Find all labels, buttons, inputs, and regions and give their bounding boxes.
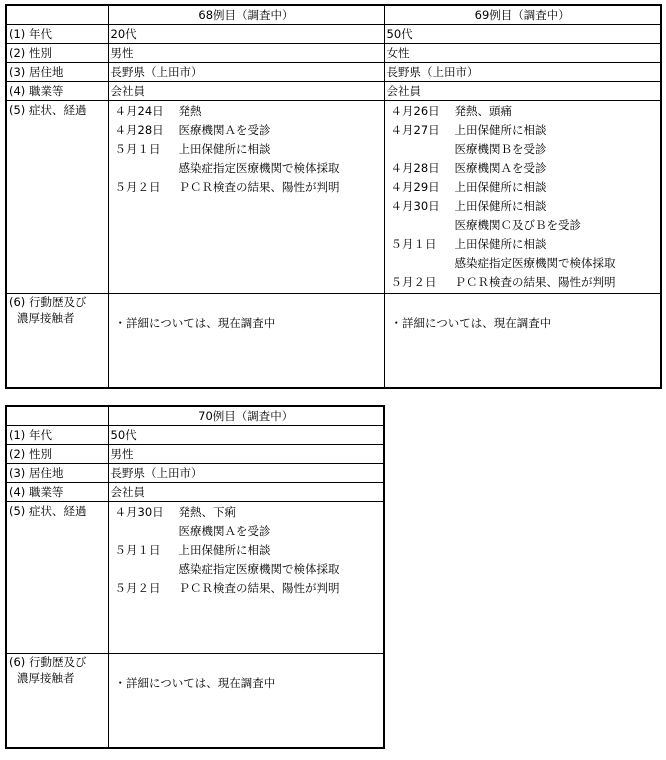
event-row bbox=[387, 139, 659, 158]
case-68-residence: 長野県（上田市） bbox=[108, 63, 384, 82]
event-date: ４月26日 bbox=[390, 103, 440, 118]
event-row bbox=[111, 177, 382, 196]
event-row bbox=[111, 502, 382, 521]
residence-label: (3) 居住地 bbox=[6, 464, 108, 483]
case-68-age: 20代 bbox=[108, 25, 384, 44]
event-date: ４月29日 bbox=[390, 179, 440, 194]
age-row bbox=[6, 426, 384, 445]
case-table-68-69 bbox=[5, 4, 662, 389]
age-row bbox=[6, 25, 661, 44]
event-row bbox=[387, 101, 659, 120]
behavior-row bbox=[6, 654, 384, 748]
case-69-title: 69例目（調査中） bbox=[384, 5, 661, 25]
event-row bbox=[387, 196, 659, 215]
event-row bbox=[387, 253, 659, 272]
event-text: 発熱、頭痛 bbox=[454, 103, 512, 118]
event-date: ４月27日 bbox=[390, 122, 440, 137]
behavior-label bbox=[6, 654, 108, 748]
symptoms-label: (5) 症状、経過 bbox=[6, 101, 108, 294]
event-date: ４月28日 bbox=[390, 160, 440, 175]
case-70-title: 70例目（調査中） bbox=[108, 406, 384, 426]
event-text: 上田保健所に相談 bbox=[454, 179, 547, 194]
case-70-occupation: 会社員 bbox=[108, 483, 384, 502]
case-68-title: 68例目（調査中） bbox=[108, 5, 384, 25]
event-row bbox=[387, 234, 659, 253]
event-text: ＰＣＲ検査の結果、陽性が判明 bbox=[454, 274, 616, 289]
event-text: 上田保健所に相談 bbox=[178, 141, 271, 156]
event-row bbox=[387, 272, 659, 291]
event-row bbox=[111, 540, 382, 559]
behavior-label-line2: 濃厚接触者 bbox=[17, 671, 75, 685]
event-text: 発熱 bbox=[178, 103, 202, 118]
event-date: ４月24日 bbox=[114, 103, 164, 118]
event-text: 医療機関Ａを受診 bbox=[454, 160, 547, 175]
case-70-events bbox=[108, 502, 384, 654]
occupation-label: (4) 職業等 bbox=[6, 483, 108, 502]
event-date: ５月２日 bbox=[114, 580, 161, 595]
event-date: ５月１日 bbox=[114, 542, 161, 557]
case-69-sex: 女性 bbox=[384, 44, 661, 63]
event-text: 医療機関Ａを受診 bbox=[178, 523, 271, 538]
behavior-text: ・詳細については、現在調査中 bbox=[390, 316, 552, 330]
residence-row bbox=[6, 464, 384, 483]
event-row bbox=[111, 158, 382, 177]
age-label: (1) 年代 bbox=[6, 426, 108, 445]
event-date: ４月30日 bbox=[390, 198, 440, 213]
case-68-occupation: 会社員 bbox=[108, 82, 384, 101]
case-70-sex: 男性 bbox=[108, 445, 384, 464]
case-68-sex: 男性 bbox=[108, 44, 384, 63]
case-68-behavior bbox=[108, 294, 384, 388]
case-68-events bbox=[108, 101, 384, 294]
behavior-label-line1: (6) 行動歴及び bbox=[9, 655, 87, 669]
event-row bbox=[111, 521, 382, 540]
event-text: 医療機関Ａを受診 bbox=[178, 122, 271, 137]
case-70-behavior bbox=[108, 654, 384, 748]
behavior-text: ・詳細については、現在調査中 bbox=[114, 316, 276, 330]
behavior-label bbox=[6, 294, 108, 388]
event-row bbox=[111, 101, 382, 120]
event-date: ５月１日 bbox=[114, 141, 161, 156]
header-row bbox=[6, 406, 384, 426]
event-row bbox=[111, 559, 382, 578]
occupation-row bbox=[6, 483, 384, 502]
case-70-residence: 長野県（上田市） bbox=[108, 464, 384, 483]
event-row bbox=[387, 120, 659, 139]
case-69-occupation: 会社員 bbox=[384, 82, 661, 101]
behavior-label-line1: (6) 行動歴及び bbox=[9, 295, 87, 309]
age-label: (1) 年代 bbox=[6, 25, 108, 44]
event-date: ４月30日 bbox=[114, 504, 164, 519]
event-text: 発熱、下痢 bbox=[178, 504, 236, 519]
event-text: 感染症指定医療機関で検体採取 bbox=[454, 255, 616, 270]
event-text: 感染症指定医療機関で検体採取 bbox=[178, 160, 340, 175]
occupation-row bbox=[6, 82, 661, 101]
event-row bbox=[387, 215, 659, 234]
header-row bbox=[6, 5, 661, 25]
residence-row bbox=[6, 63, 661, 82]
event-text: ＰＣＲ検査の結果、陽性が判明 bbox=[178, 179, 340, 194]
event-text: ＰＣＲ検査の結果、陽性が判明 bbox=[178, 580, 340, 595]
event-text: 上田保健所に相談 bbox=[454, 122, 547, 137]
symptoms-label: (5) 症状、経過 bbox=[6, 502, 108, 654]
sex-label: (2) 性別 bbox=[6, 445, 108, 464]
occupation-label: (4) 職業等 bbox=[6, 82, 108, 101]
behavior-label-line2: 濃厚接触者 bbox=[17, 311, 75, 325]
event-row bbox=[111, 120, 382, 139]
sex-row bbox=[6, 44, 661, 63]
symptoms-row bbox=[6, 502, 384, 654]
sex-label: (2) 性別 bbox=[6, 44, 108, 63]
case-69-events bbox=[384, 101, 661, 294]
case-69-behavior bbox=[384, 294, 661, 388]
event-date: ４月28日 bbox=[114, 122, 164, 137]
behavior-row bbox=[6, 294, 661, 388]
behavior-text: ・詳細については、現在調査中 bbox=[114, 676, 276, 690]
event-date: ５月１日 bbox=[390, 236, 437, 251]
case-table-70 bbox=[5, 405, 385, 749]
event-row bbox=[111, 578, 382, 597]
residence-label: (3) 居住地 bbox=[6, 63, 108, 82]
event-row bbox=[111, 139, 382, 158]
event-date: ５月２日 bbox=[390, 274, 437, 289]
header-corner bbox=[6, 406, 108, 426]
event-text: 上田保健所に相談 bbox=[454, 236, 547, 251]
sex-row bbox=[6, 445, 384, 464]
case-69-age: 50代 bbox=[384, 25, 661, 44]
event-text: 医療機関Ｂを受診 bbox=[454, 141, 547, 156]
event-row bbox=[387, 177, 659, 196]
event-text: 医療機関Ｃ及びＢを受診 bbox=[454, 217, 581, 232]
event-date: ５月２日 bbox=[114, 179, 161, 194]
symptoms-row bbox=[6, 101, 661, 294]
event-text: 上田保健所に相談 bbox=[178, 542, 271, 557]
event-text: 感染症指定医療機関で検体採取 bbox=[178, 561, 340, 576]
case-69-residence: 長野県（上田市） bbox=[384, 63, 661, 82]
case-70-age: 50代 bbox=[108, 426, 384, 445]
event-text: 上田保健所に相談 bbox=[454, 198, 547, 213]
header-corner bbox=[6, 5, 108, 25]
event-row bbox=[387, 158, 659, 177]
